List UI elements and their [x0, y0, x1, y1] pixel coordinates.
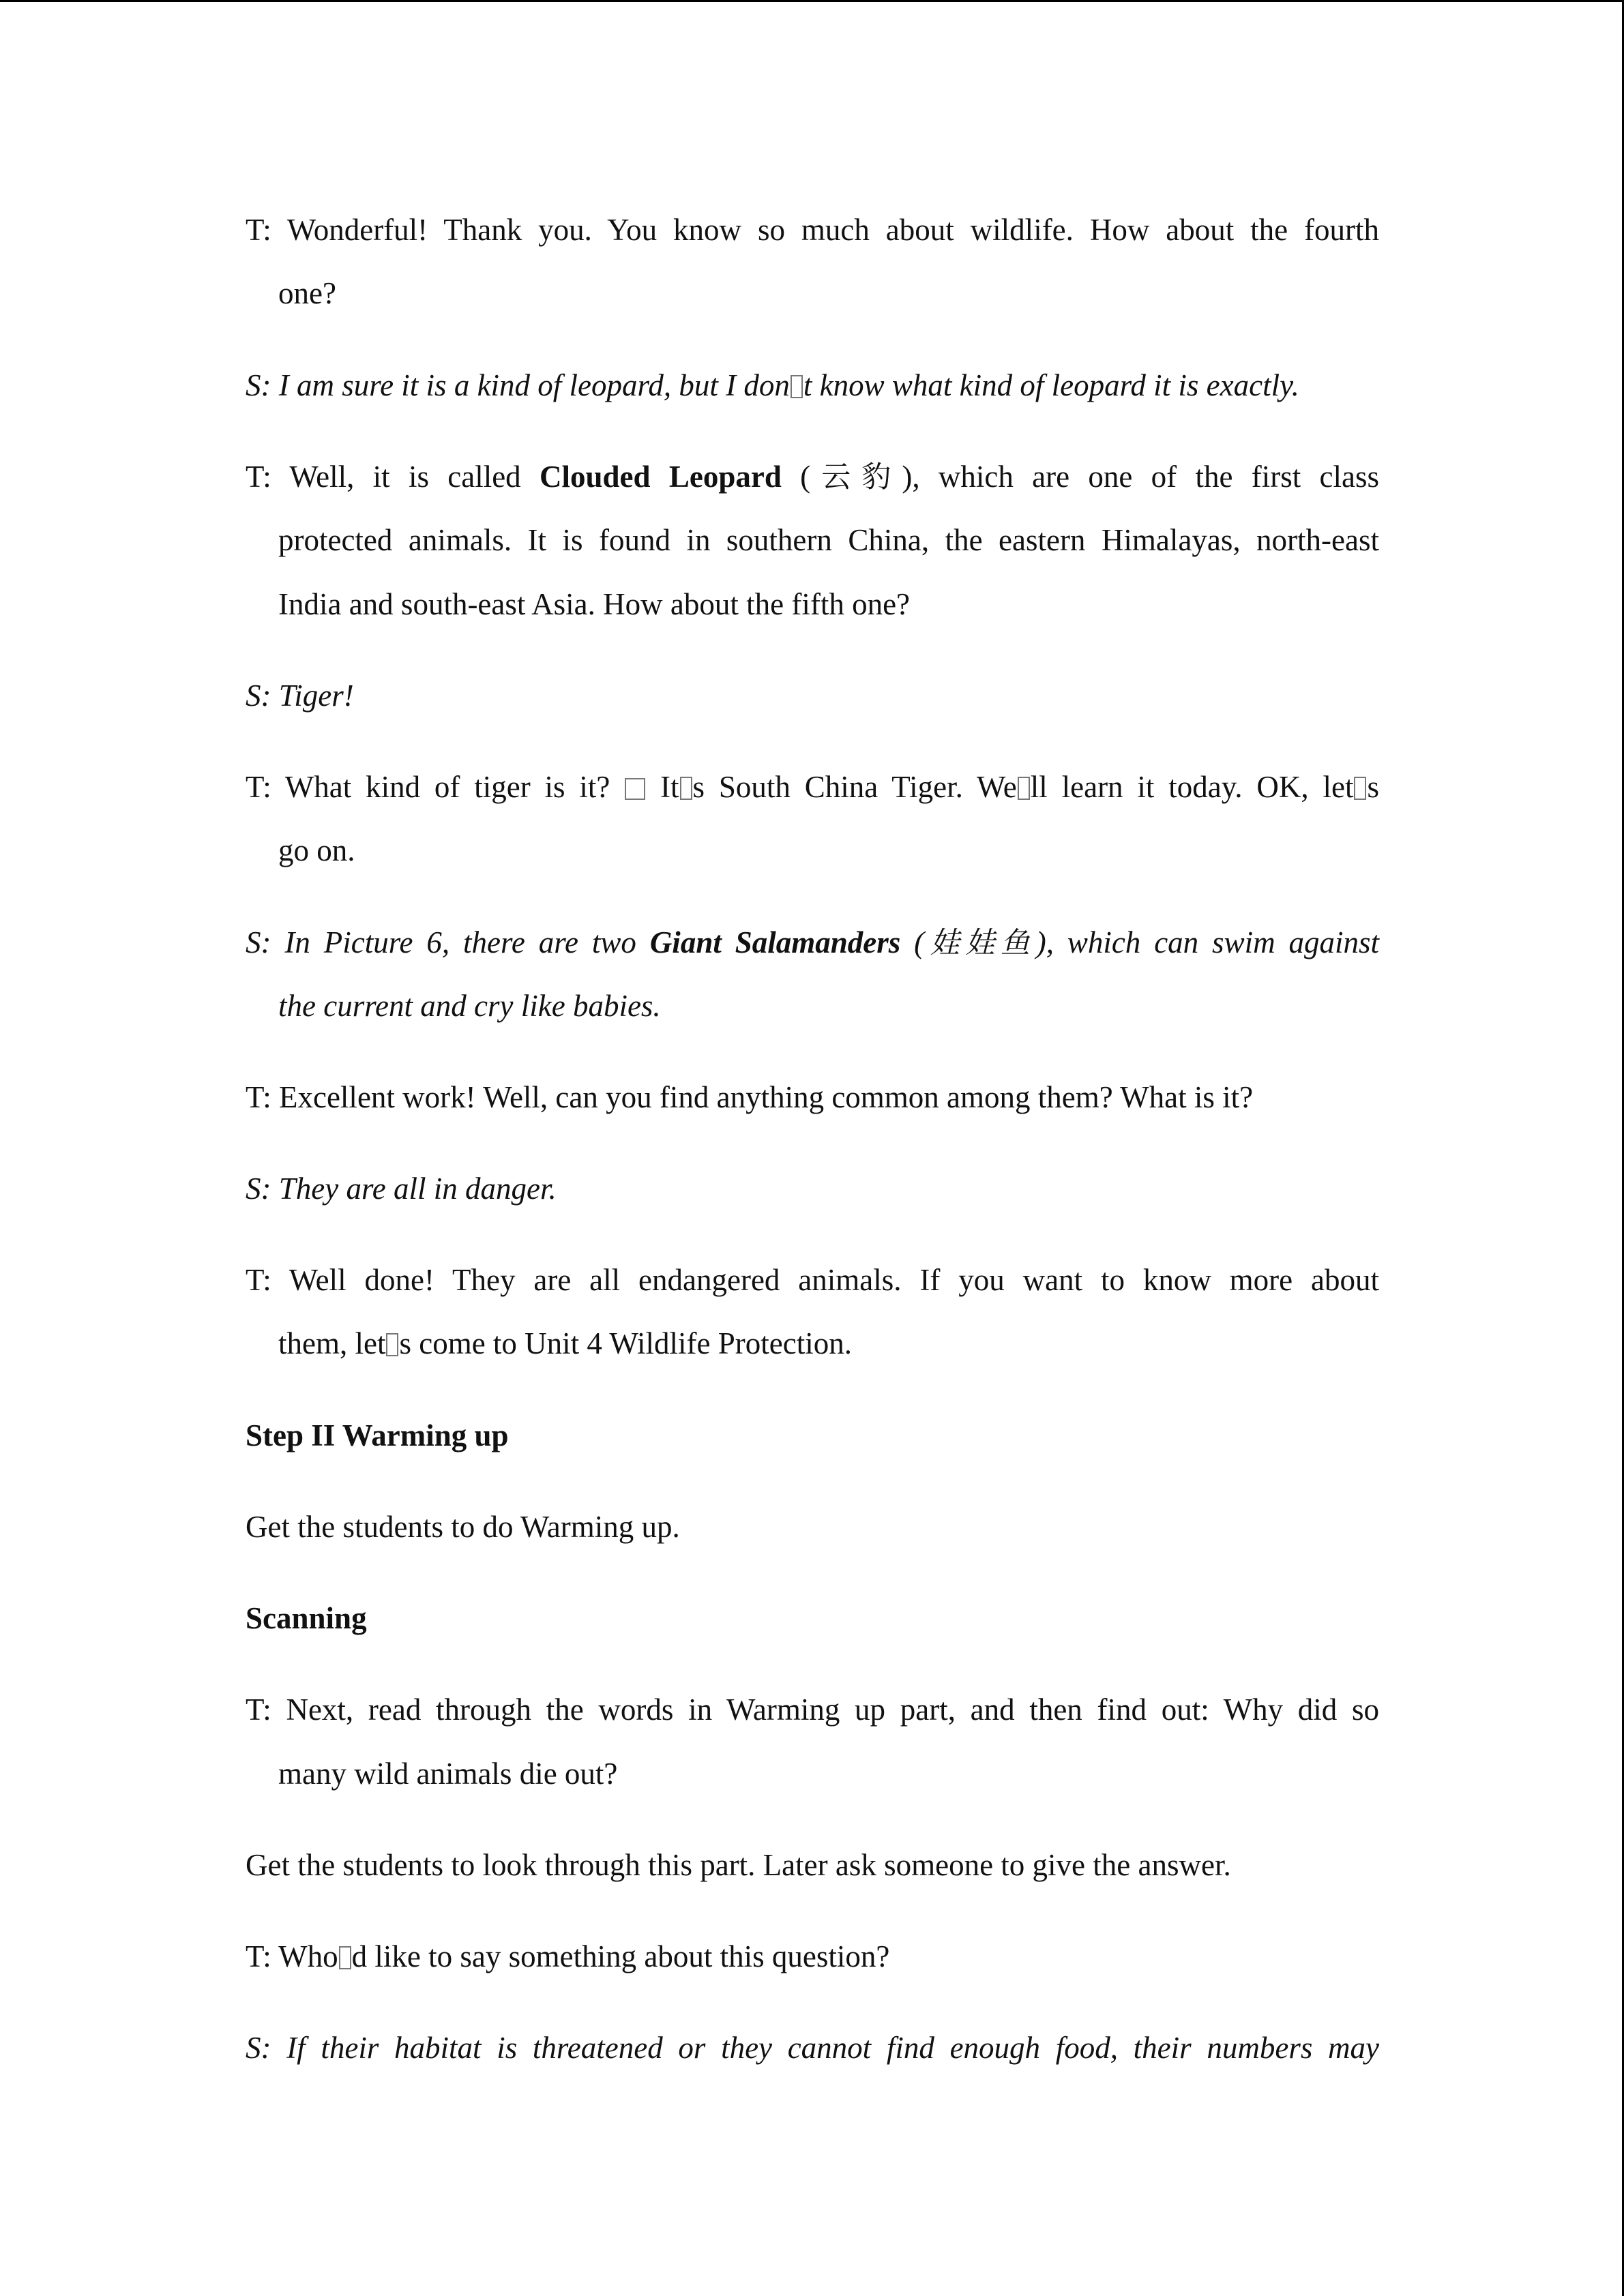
teacher-line-cont: go on.	[278, 833, 355, 867]
section-heading: Step II Warming up	[246, 1418, 509, 1452]
term-giant-salamanders: Giant Salamanders	[649, 925, 901, 959]
teacher-line: T: Next, read through the words in Warming up part, and then find out: Why did so	[246, 1693, 1379, 1727]
instruction-line: Get the students to look through this part. Later ask someone to give the answer.	[246, 1848, 1231, 1882]
teacher-line-cont: them, let s come to Unit 4 Wildlife Protection.	[278, 1326, 852, 1360]
teacher-line-cont: protected animals. It is found in southern China, the eastern Himalayas, north-east	[278, 523, 1379, 557]
student-line: S: I am sure it is a kind of leopard, but I don t know what kind of leopard it is exactly.	[246, 368, 1299, 402]
teacher-line-cont: India and south-east Asia. How about the fifth one?	[278, 587, 911, 621]
missing-glyph-icon	[625, 778, 645, 800]
instruction-line: Get the students to do Warming up.	[246, 1510, 680, 1544]
term-clouded-leopard: Clouded Leopard	[540, 460, 782, 494]
missing-glyph-icon	[1354, 777, 1366, 800]
missing-glyph-icon	[1018, 777, 1030, 800]
student-line: S: If their habitat is threatened or they cannot find enough food, their numbers may	[246, 2031, 1379, 2065]
section-heading: Scanning	[246, 1601, 367, 1635]
teacher-line: T: Excellent work! Well, can you find anything common among them? What is it?	[246, 1080, 1254, 1114]
student-line: S: They are all in danger.	[246, 1172, 557, 1206]
missing-glyph-icon	[680, 777, 692, 800]
teacher-line: T: Well, it is called Clouded Leopard (云豹), which are one of the first class	[246, 460, 1379, 494]
teacher-line: T: Wonderful! Thank you. You know so much about wildlife. How about the fourth	[246, 213, 1379, 247]
teacher-line: T: What kind of tiger is it? It s South China Tiger. We ll learn it today. OK, let s	[246, 770, 1379, 804]
missing-glyph-icon	[386, 1333, 398, 1356]
teacher-line: T: Who d like to say something about this question?	[246, 1939, 890, 1973]
missing-glyph-icon	[339, 1946, 351, 1969]
student-line-cont: the current and cry like babies.	[278, 989, 661, 1023]
teacher-line-cont: many wild animals die out?	[278, 1757, 618, 1791]
teacher-line-cont: one?	[278, 276, 336, 310]
student-line: S: Tiger!	[246, 679, 354, 713]
teacher-line: T: Well done! They are all endangered animals. If you want to know more about	[246, 1263, 1379, 1297]
missing-glyph-icon	[791, 375, 803, 398]
student-line: S: In Picture 6, there are two Giant Salamanders (娃娃鱼), which can swim against	[246, 925, 1379, 960]
